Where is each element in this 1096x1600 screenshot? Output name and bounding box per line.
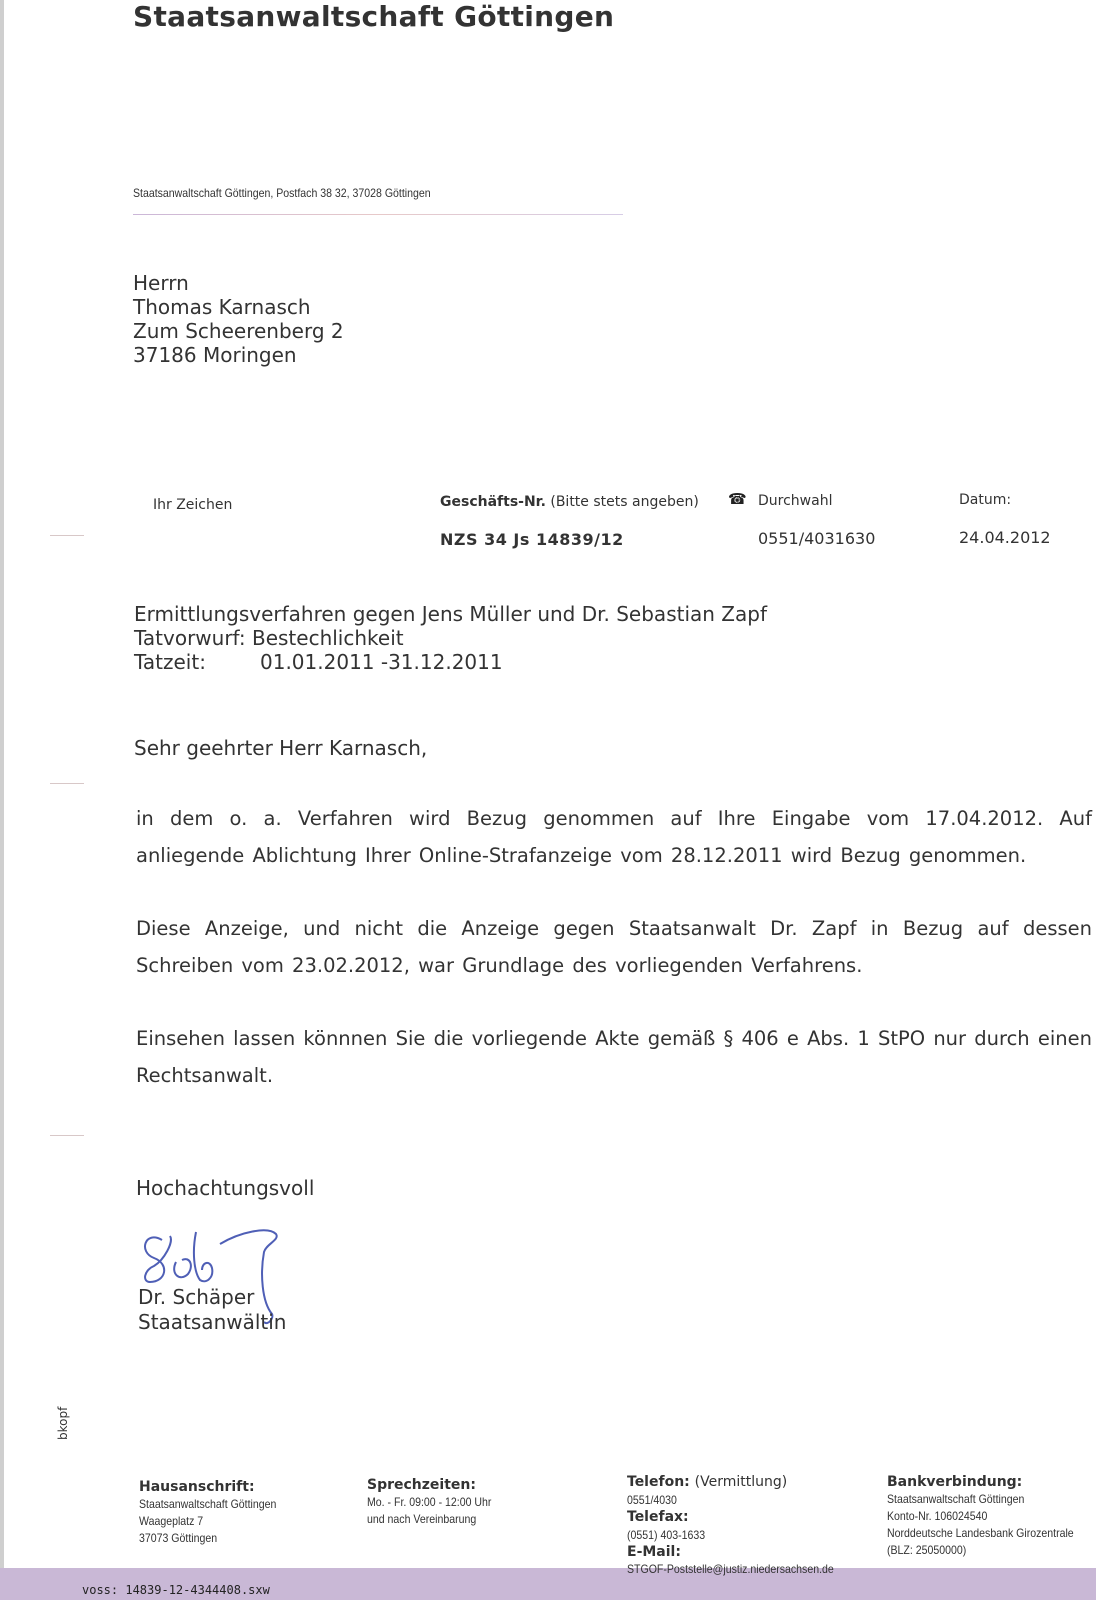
durchwahl-value: 0551/4031630 xyxy=(758,529,876,548)
footer-email-label: E-Mail: xyxy=(627,1544,681,1560)
phone-icon: ☎ xyxy=(728,490,747,508)
recipient-street: Zum Scheerenberg 2 xyxy=(133,319,344,343)
tatvorwurf-value: Bestechlichkeit xyxy=(251,626,404,650)
ihr-zeichen-label: Ihr Zeichen xyxy=(153,497,233,513)
paragraph-3: Einsehen lassen könnnen Sie die vorliegende Akte gemäß § 406 e Abs. 1 StPO nur durch einen Rechtsanwalt. xyxy=(136,1027,1092,1087)
footer-telefax-value: (0551) 403-1633 xyxy=(627,1528,706,1542)
footer-sprechzeiten-line: Mo. - Fr. 09:00 - 12:00 Uhr xyxy=(367,1495,492,1509)
subject-tatzeit xyxy=(134,650,503,674)
geschaefts-nr-hint: (Bitte stets angeben) xyxy=(550,494,699,510)
scan-edge xyxy=(0,0,4,1600)
footer-bank-line: Konto-Nr. 106024540 xyxy=(887,1509,988,1523)
footer-telefon-label: Telefon: xyxy=(627,1474,690,1490)
durchwahl-label: Durchwahl xyxy=(758,493,833,509)
geschaefts-nr-label: Geschäfts-Nr. xyxy=(440,494,546,510)
recipient-city: 37186 Moringen xyxy=(133,343,297,367)
footer-telefax-label: Telefax: xyxy=(627,1509,689,1525)
footer-bank-line: Staatsanwaltschaft Göttingen xyxy=(887,1492,1025,1506)
tatvorwurf-label: Tatvorwurf: xyxy=(134,626,246,650)
sender-return-address: Staatsanwaltschaft Göttingen, Postfach 38 32, 37028 Göttingen xyxy=(133,186,431,200)
authority-name: Staatsanwaltschaft Göttingen xyxy=(133,0,615,33)
footer-bank-line: Norddeutsche Landesbank Girozentrale xyxy=(887,1526,1074,1540)
document-filename: voss: 14839-12-4344408.sxw xyxy=(82,1583,270,1597)
footer-telefon-hint: (Vermittlung) xyxy=(694,1474,788,1490)
paragraph-2: Diese Anzeige, und nicht die Anzeige gegen Staatsanwalt Dr. Zapf in Bezug auf dessen Schreiben vom 23.02.2012, war Grundlage des vorliegenden Verfahrens. xyxy=(136,917,1092,977)
footer-hausanschrift-label: Hausanschrift: xyxy=(139,1479,255,1495)
footer-telefon-heading xyxy=(627,1474,787,1490)
recipient-name: Thomas Karnasch xyxy=(133,295,311,319)
signatory-name: Dr. Schäper xyxy=(138,1285,255,1309)
closing-formula: Hochachtungsvoll xyxy=(136,1176,315,1200)
footer-sprechzeiten-label: Sprechzeiten: xyxy=(367,1477,476,1493)
footer-hausanschrift-line: Staatsanwaltschaft Göttingen xyxy=(139,1497,277,1511)
geschaefts-nr-value: NZS 34 Js 14839/12 xyxy=(440,530,624,549)
footer-hausanschrift-line: Waageplatz 7 xyxy=(139,1514,204,1528)
fold-mark xyxy=(50,535,84,536)
footer-bank-label: Bankverbindung: xyxy=(887,1474,1023,1490)
footer-telefon-value: 0551/4030 xyxy=(627,1493,677,1507)
signatory-title: Staatsanwältin xyxy=(138,1310,287,1334)
punch-mark xyxy=(50,1135,84,1136)
tatzeit-value: 01.01.2011 -31.12.2011 xyxy=(260,650,503,674)
letter-greeting: Sehr geehrter Herr Karnasch, xyxy=(134,736,428,760)
tatzeit-label: Tatzeit: xyxy=(134,650,206,674)
datum-value: 24.04.2012 xyxy=(959,528,1051,547)
datum-label: Datum: xyxy=(959,492,1012,508)
margin-note: bkopf xyxy=(56,1406,70,1440)
footer-hausanschrift-line: 37073 Göttingen xyxy=(139,1531,218,1545)
paragraph-1: in dem o. a. Verfahren wird Bezug genommen auf Ihre Eingabe vom 17.04.2012. Auf anliegende Ablichtung Ihrer Online-Strafanzeige vom 28.12.2011 wird Bezug genommen. xyxy=(136,807,1092,867)
subject-tatvorwurf xyxy=(134,626,404,650)
footer-email-value[interactable]: STGOF-Poststelle@justiz.niedersachsen.de xyxy=(627,1562,834,1576)
recipient-salutation: Herrn xyxy=(133,271,189,295)
fold-mark xyxy=(50,783,84,784)
sender-divider xyxy=(133,214,623,215)
footer-bank-line: (BLZ: 25050000) xyxy=(887,1543,967,1557)
geschaefts-nr-heading xyxy=(440,494,699,510)
footer-sprechzeiten-line: und nach Vereinbarung xyxy=(367,1512,477,1526)
subject-proceedings: Ermittlungsverfahren gegen Jens Müller und Dr. Sebastian Zapf xyxy=(134,602,767,626)
